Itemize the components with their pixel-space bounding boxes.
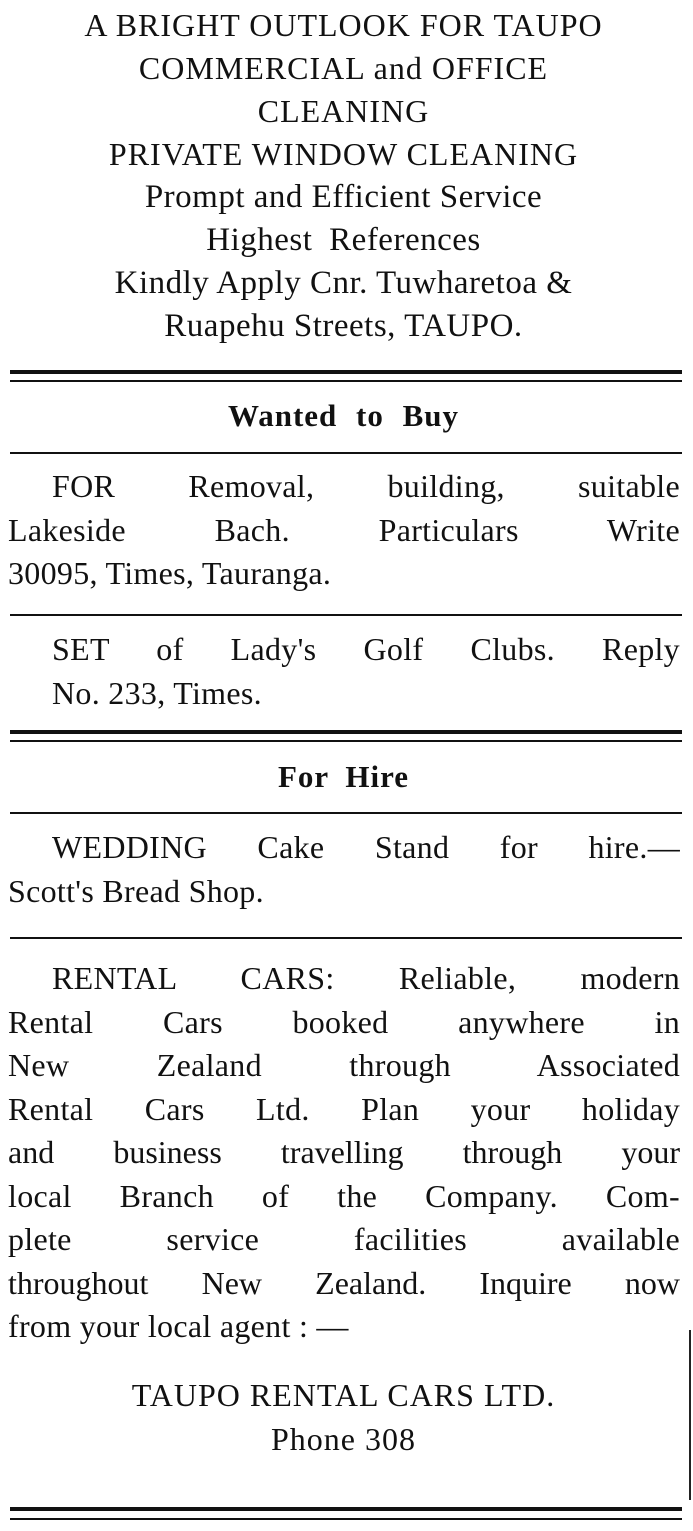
ad-headline: A BRIGHT OUTLOOK FOR TAUPO <box>84 7 603 43</box>
section-divider <box>10 452 682 454</box>
company-name: TAUPO RENTAL CARS LTD. <box>131 1377 556 1413</box>
classified-ad-removal-building <box>8 465 680 596</box>
section-divider <box>10 1507 682 1511</box>
ad-text-line: SET of Lady's Golf Clubs. Reply <box>52 631 680 667</box>
section-divider <box>10 380 682 382</box>
ad-text-line: RENTAL CARS: Reliable, modern <box>52 960 680 996</box>
ad-text-line: Scott's Bread Shop. <box>8 872 264 909</box>
ad-text-line: and business travelling through your <box>8 1134 680 1170</box>
section-divider <box>10 730 682 734</box>
ad-text-line: No. 233, Times. <box>52 674 262 711</box>
company-phone: Phone 308 <box>271 1421 416 1457</box>
ad-line-address: Kindly Apply Cnr. Tuwharetoa & <box>114 265 573 301</box>
section-divider <box>10 937 682 939</box>
ad-line-streets: Ruapehu Streets, TAUPO. <box>164 308 523 344</box>
ad-text-line: Rental Cars booked anywhere in <box>8 1003 680 1040</box>
column-edge-mark <box>689 1330 691 1500</box>
section-divider <box>10 370 682 374</box>
ad-text-line: FOR Removal, building, suitable <box>52 468 680 504</box>
ad-text-line: WEDDING Cake Stand for hire.— <box>52 829 680 865</box>
section-divider <box>10 1518 682 1520</box>
ad-text-line: plete service facilities available <box>8 1221 680 1257</box>
ad-line-window-cleaning: PRIVATE WINDOW CLEANING <box>108 136 579 172</box>
classified-ad-rental-cars <box>8 957 680 1349</box>
ad-line-service: Prompt and Efficient Service <box>144 179 543 215</box>
section-divider <box>10 740 682 742</box>
classified-ad-wedding-cake-stand <box>8 826 680 913</box>
ad-text-line: throughout New Zealand. Inquire now <box>8 1264 680 1301</box>
section-divider <box>10 812 682 814</box>
ad-text-line: 30095, Times, Tauranga. <box>8 555 332 591</box>
classified-ad-golf-clubs <box>8 628 680 715</box>
ad-text-line: from your local agent : — <box>8 1308 349 1344</box>
section-title-wanted-to-buy: Wanted to Buy <box>227 398 460 433</box>
ad-text-line: Lakeside Bach. Particulars Write <box>8 511 680 548</box>
section-title-for-hire: For Hire <box>277 759 410 794</box>
ad-line-commercial: COMMERCIAL and OFFICE <box>138 50 549 86</box>
ad-text-line: Rental Cars Ltd. Plan your holiday <box>8 1090 680 1127</box>
section-divider <box>10 614 682 616</box>
ad-text-line: New Zealand through Associated <box>8 1047 680 1083</box>
ad-line-cleaning: CLEANING <box>257 93 430 129</box>
ad-line-references: Highest References <box>206 222 481 258</box>
ad-text-line: local Branch of the Company. Com- <box>8 1177 680 1214</box>
cleaning-advertisement <box>6 4 681 348</box>
